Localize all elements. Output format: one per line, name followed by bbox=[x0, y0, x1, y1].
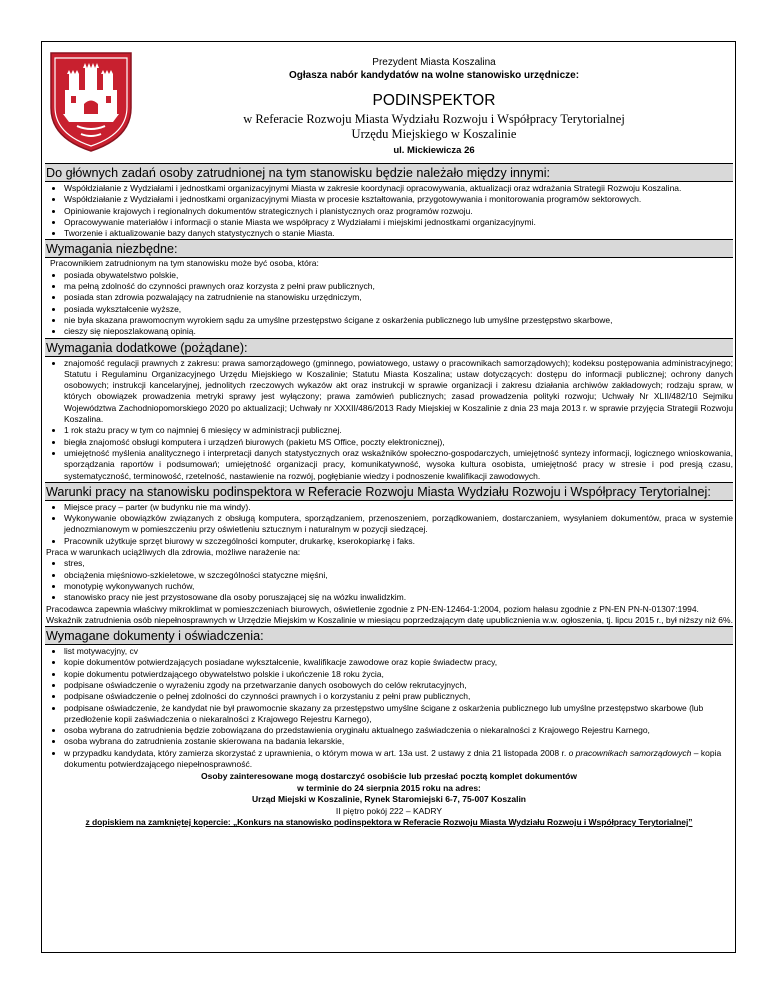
additional-heading: Wymagania dodatkowe (pożądane): bbox=[45, 338, 733, 357]
list-item: • Pracownik użytkuje sprzęt biurowy w szczególności komputer, drukarkę, kserokopiarkę i faks. bbox=[64, 536, 733, 547]
list-item: • monotypię wykonywanych ruchów, bbox=[64, 581, 733, 592]
list-item: • nie była skazana prawomocnym wyrokiem sądu za umyślne przestępstwo ścigane z oskarżenia publicznego lub umyślne przestępstwo skarbowe, bbox=[64, 315, 733, 326]
disability-item-tail: – kopia dokumentu potwierdzającego niepełnosprawność. bbox=[64, 747, 722, 770]
list-item: • kopie dokumentów potwierdzających posiadane wykształcenie, kwalifikacje zawodowe oraz kopie świadectw pracy, bbox=[64, 657, 733, 668]
documents-heading: Wymagane dokumenty i oświadczenia: bbox=[45, 626, 733, 645]
list-item: • 1 rok stażu pracy w tym co najmniej 6 miesięcy w administracji publicznej. bbox=[64, 425, 733, 436]
disability-index-note: Wskaźnik zatrudnienia osób niepełnosprawnych w Urzędzie Miejskim w Koszalinie w miesiącu poprzedzającym datę upublicznienia w.w. ogłoszenia, tj. lipcu 2015 r., był niższy niż 6%. bbox=[46, 614, 733, 625]
submission-line-1: Osoby zainteresowane mogą dostarczyć osobiście lub przesłać pocztą komplet dokumentów bbox=[201, 771, 577, 782]
list-item: • umiejętność myślenia analitycznego i interpretacji danych statystycznych oraz wskaźników społeczno-gospodarczych, umiejętność syntezy informacji, logicznego wnioskowania, sporządzania raportów i podsumowań; umiejętność organizacji pracy, komunikatywność, wysoka kultura osobista, umiejętność pracy w stresie i pod presją czasu, systematyczność, terminowość, rzetelność, nastawienie na rozwój, pogłębianie wiedzy i podnoszenie kwalifikacji zawodowych. bbox=[64, 448, 733, 482]
list-item: • Opracowywanie materiałów i informacji o stanie Miasta we współpracy z Wydziałami i miejskimi jednostkami organizacyjnymi. bbox=[64, 217, 733, 228]
list-item: • obciążenia mięśniowo-szkieletowe, w szczególności statyczne mięśni, bbox=[64, 570, 733, 581]
list-item: • posiada wykształcenie wyższe, bbox=[64, 304, 733, 315]
list-item: • Współdziałanie z Wydziałami i jednostkami organizacyjnymi Miasta w zakresie koordynacji opracowywania, aktualizacji oraz wdrażania Strategii Rozwoju Koszalina. bbox=[64, 183, 733, 194]
list-item: • osoba wybrana do zatrudnienia zostanie skierowana na badania lekarskie, bbox=[64, 736, 733, 747]
list-item: • biegła znajomość obsługi komputera i urządzeń biurowych (pakietu MS Office, poczty elektronicznej), bbox=[64, 437, 733, 448]
disability-item-text: w przypadku kandydata, który zamierza skorzystać z uprawnienia, o którym mowa w art. 13a ust. 2 ustawy z dnia 21 listopada 2008 r. bbox=[64, 747, 569, 758]
unit-line-2: Urzędu Miejskiego w Koszalinie bbox=[351, 127, 517, 141]
list-item: • Wykonywanie obowiązków związanych z obsługą komputera, sporządzaniem, przenoszeniem, porządkowaniem, dostarczaniem, wysyłaniem dokumentów, praca w systemie jednozmianowym w pomieszczeniu przy oświetleniu sztucznym i naturalnym w pozycji siedzącej. bbox=[64, 513, 733, 536]
room-line: II piętro pokój 222 – KADRY bbox=[335, 805, 443, 816]
list-item: • posiada stan zdrowia pozwalający na zatrudnienie na stanowisku urzędniczym, bbox=[64, 292, 733, 303]
office-address: ul. Mickiewicza 26 bbox=[393, 145, 475, 156]
envelope-note: z dopiskiem na zamkniętej kopercie: „Konkurs na stanowisko podinspektora w Referacie Rozwoju Miasta Wydziału Rozwoju i Współpracy Terytorialnej” bbox=[85, 816, 693, 827]
list-item: • podpisane oświadczenie o pełnej zdolności do czynności prawnych i o korzystaniu z pełni praw publicznych, bbox=[64, 691, 733, 702]
duties-list bbox=[45, 183, 733, 239]
list-item: • posiada obywatelstwo polskie, bbox=[64, 270, 733, 281]
duties-heading: Do głównych zadań osoby zatrudnionej na tym stanowisku będzie należało między innymi: bbox=[45, 163, 733, 182]
act-title: o pracownikach samorządowych bbox=[568, 747, 692, 758]
list-item: • ma pełną zdolność do czynności prawnych oraz korzysta z pełni praw publicznych, bbox=[64, 281, 733, 292]
unit-line-1: w Referacie Rozwoju Miasta Wydziału Rozwoju i Współpracy Terytorialnej bbox=[243, 112, 625, 126]
deadline-line: w terminie do 24 sierpnia 2015 roku na adres: bbox=[297, 782, 481, 793]
submission-address: Urząd Miejski w Koszalinie, Rynek Staromiejski 6-7, 75-007 Koszalin bbox=[252, 794, 526, 805]
list-item: • podpisane oświadczenie o wyrażeniu zgody na przetwarzanie danych osobowych do celów rekrutacyjnych, bbox=[64, 680, 733, 691]
required-heading: Wymagania niezbędne: bbox=[45, 239, 733, 258]
list-item: • Współdziałanie z Wydziałami i jednostkami organizacyjnymi Miasta w procesie kształtowania, przygotowywania i monitorowania programów sektorowych. bbox=[64, 194, 733, 205]
additional-list bbox=[45, 358, 733, 482]
microclimate-note: Pracodawca zapewnia właściwy mikroklimat w pomieszczeniach biurowych, oświetlenie zgodnie z PN-EN-12464-1:2004, poziom hałasu zgodnie z PN-EN PN-N-01307:1994. bbox=[46, 603, 699, 614]
conditions-heading: Warunki pracy na stanowisku podinspektora w Referacie Rozwoju Miasta Wydziału Rozwoju i Współpracy Terytorialnej: bbox=[45, 482, 733, 501]
list-item: • kopie dokumentu potwierdzającego obywatelstwo polskie i ukończenie 18 roku życia, bbox=[64, 669, 733, 680]
documents-list bbox=[45, 646, 733, 770]
list-item: • Miejsce pracy – parter (w budynku nie ma windy). bbox=[64, 502, 733, 513]
list-item: • Opiniowanie krajowych i regionalnych dokumentów strategicznych i planistycznych oraz programów rozwoju. bbox=[64, 206, 733, 217]
conditions-list bbox=[45, 502, 733, 547]
list-item: • znajomość regulacji prawnych z zakresu: prawa samorządowego (gminnego, powiatowego, ustawy o pracownikach samorządowych); kodeksu postępowania administracyjnego; Statutu i Regulaminu Organizacyjnego Urzędu Miejskiego w Koszalinie; Statutu Miasta Koszalina; ustaw dotyczących: dostępu do informacji publicznej; ochrony danych osobowych; instrukcji kancelaryjnej, jednolitych rzeczowych wykazów akt oraz instrukcji w sprawie organizacji i zakresu działania archiwów zakładowych; rodzaju spraw, w których obowiązek prowadzenia metryki sprawy jest wyłączony; prawa zamówień publicznych; zasad prowadzenia polityki rozwoju; Uchwały Nr XLII/482/10 Sejmiku Województwa Zachodniopomorskiego 2020 po aktualizacji; Uchwały nr XXXII/486/2013 Rady Miejskiej w Koszalinie z dnia 23 maja 2013 r. w sprawie przyjęcia Strategii Rozwoju Koszalina. bbox=[64, 358, 733, 426]
announcement-line: Ogłasza nabór kandydatów na wolne stanowisko urzędnicze: bbox=[288, 70, 580, 81]
issuer-line: Prezydent Miasta Koszalina bbox=[372, 57, 496, 68]
required-list bbox=[45, 270, 733, 338]
list-item: • podpisane oświadczenie, że kandydat nie był prawomocnie skazany za przestępstwo umyślne ścigane z oskarżenia publicznego lub umyślne przestępstwo skarbowe (lub przedłożenie kopii zaświadczenia o niekaralności z Krajowego Rejestru Karnego), bbox=[64, 703, 733, 726]
list-item: • Tworzenie i aktualizowanie bazy danych statystycznych o stanie Miasta. bbox=[64, 228, 733, 239]
list-item: • osoba wybrana do zatrudnienia będzie zobowiązana do przedstawienia oryginału aktualnego zaświadczenia o niekaralności z Krajowego Rejestru Karnego, bbox=[64, 725, 733, 736]
list-item: • stanowisko pracy nie jest przystosowane dla osoby poruszającej się na wózku inwalidzkim. bbox=[64, 592, 733, 603]
list-item: • cieszy się nieposzlakowaną opinią. bbox=[64, 326, 733, 337]
list-item bbox=[64, 748, 733, 771]
announcement-body bbox=[45, 163, 733, 828]
hazards-list bbox=[45, 558, 733, 603]
required-intro: Pracownikiem zatrudnionym na tym stanowisku może być osoba, która: bbox=[50, 258, 319, 269]
position-title: PODINSPEKTOR bbox=[372, 92, 496, 109]
hazards-intro: Praca w warunkach uciążliwych dla zdrowia, możliwe narażenie na: bbox=[46, 547, 301, 558]
list-item: • stres, bbox=[64, 558, 733, 569]
list-item: • list motywacyjny, cv bbox=[64, 646, 733, 657]
koszalin-coat-of-arms-icon bbox=[47, 50, 135, 153]
